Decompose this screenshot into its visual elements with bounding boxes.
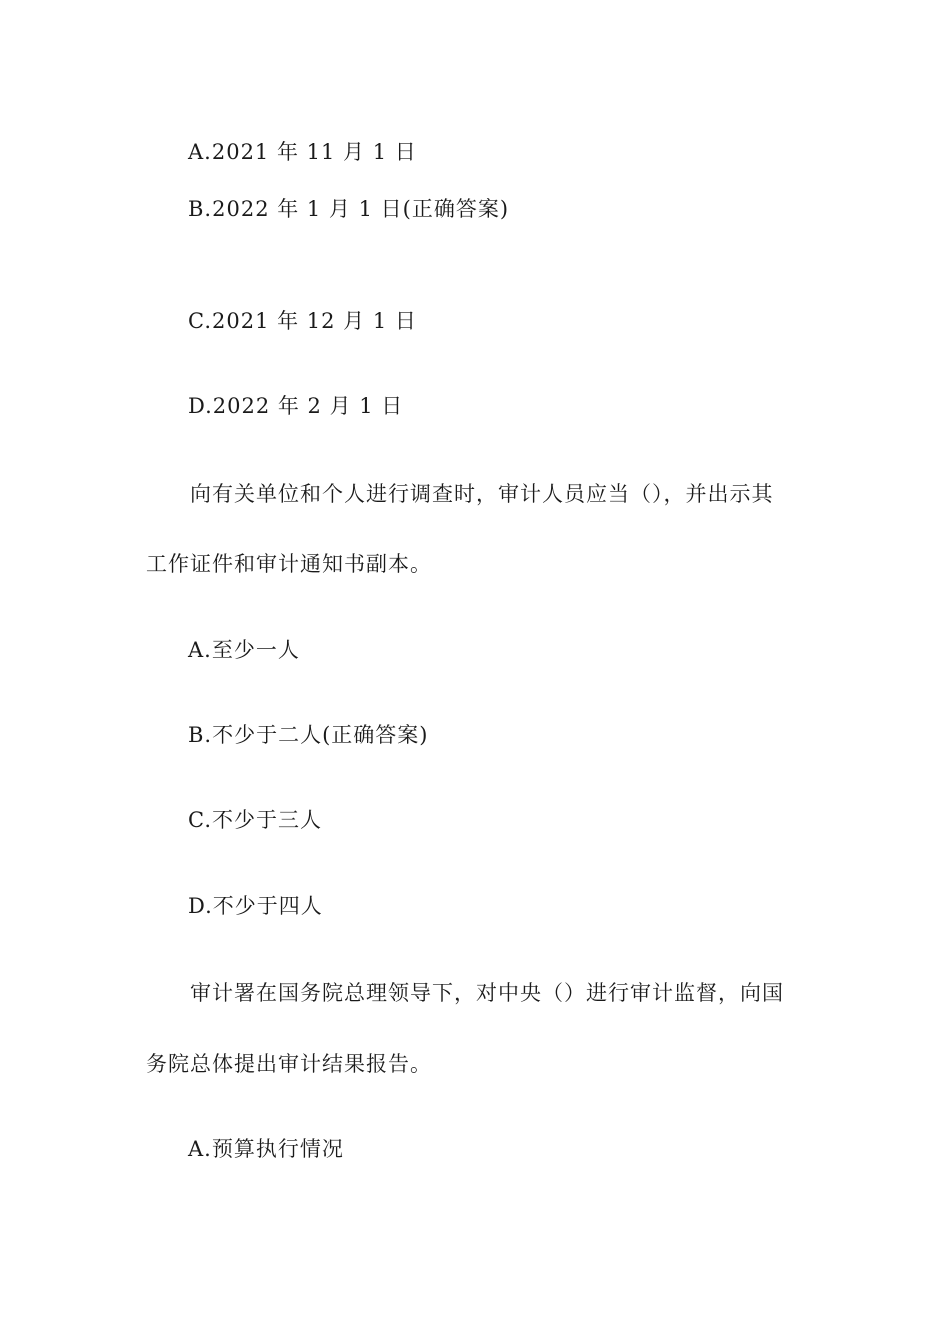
option-a-budget: A.预算执行情况 bbox=[188, 1137, 344, 1161]
option-c-date: C.2021 年 12 月 1 日 bbox=[188, 309, 417, 333]
option-b-date: B.2022 年 1 月 1 日(正确答案) bbox=[188, 197, 510, 221]
option-a-people: A.至少一人 bbox=[188, 638, 300, 662]
question-2-line-1: 向有关单位和个人进行调查时，审计人员应当（），并出示其 bbox=[190, 482, 774, 506]
option-d-date: D.2022 年 2 月 1 日 bbox=[188, 394, 404, 418]
option-d-people: D.不少于四人 bbox=[188, 894, 323, 918]
question-3-line-1: 审计署在国务院总理领导下，对中央（）进行审计监督，向国 bbox=[190, 981, 784, 1005]
option-b-people: B.不少于二人(正确答案) bbox=[188, 723, 429, 747]
option-a-date: A.2021 年 11 月 1 日 bbox=[188, 140, 417, 164]
question-3-line-2: 务院总体提出审计结果报告。 bbox=[146, 1052, 432, 1076]
option-c-people: C.不少于三人 bbox=[188, 808, 322, 832]
question-2-line-2: 工作证件和审计通知书副本。 bbox=[146, 552, 432, 576]
